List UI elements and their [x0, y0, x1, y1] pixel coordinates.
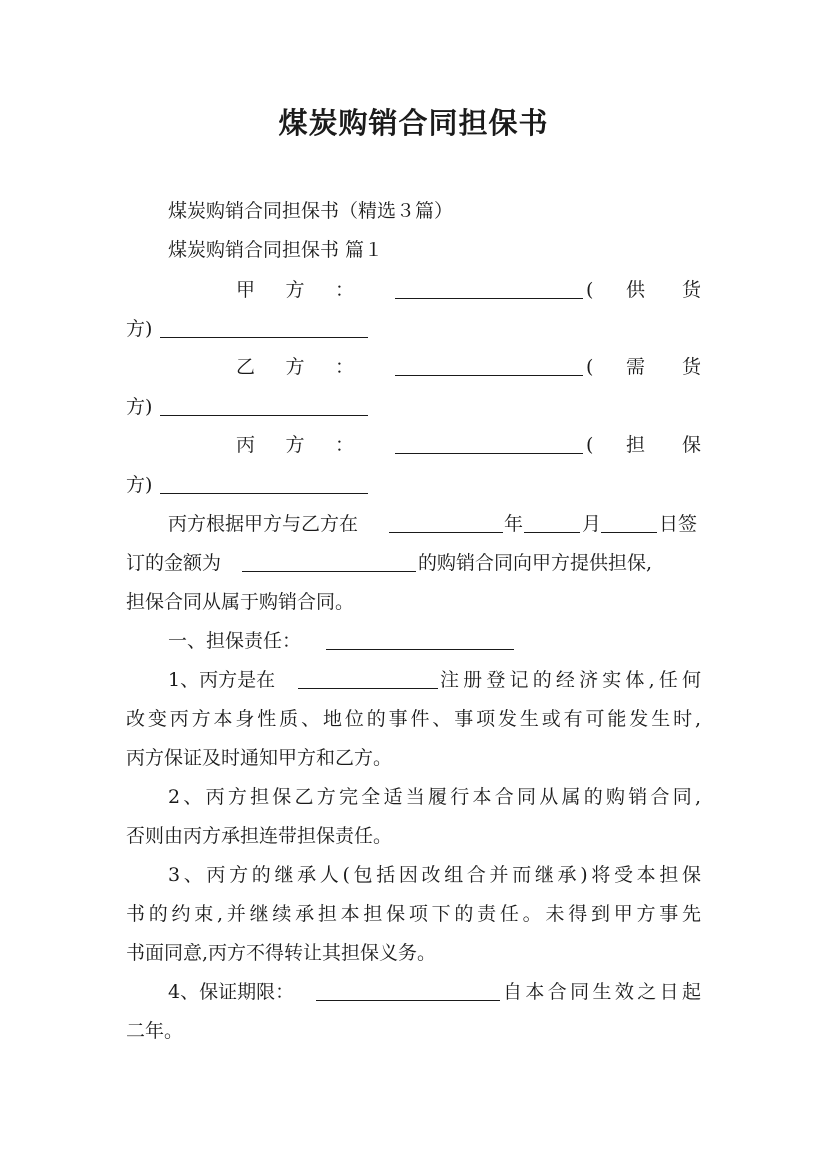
- party-c-label: 丙方：: [236, 434, 354, 456]
- section-heading: 煤炭购销合同担保书 篇１: [168, 239, 384, 261]
- party-c-blank: [395, 453, 583, 454]
- intro-month-label: 月: [582, 513, 602, 535]
- party-c-role-close: 方): [126, 474, 153, 496]
- clause4-text-1a: 4、保证期限：: [168, 981, 295, 1003]
- clause3-text-2: 书的约束,并继续承担本担保项下的责任。未得到甲方事先: [126, 903, 701, 925]
- party-b-role-open: (: [586, 356, 594, 378]
- clause4-text-2: 二年。: [126, 1020, 184, 1042]
- subtitle: 煤炭购销合同担保书（精选３篇）: [168, 200, 454, 222]
- intro-text-3: 担保合同从属于购销合同。: [126, 591, 355, 613]
- intro-day-label: 日签: [659, 513, 698, 535]
- party-c-role: 担保: [626, 434, 701, 456]
- party-c-name-blank: [160, 493, 368, 494]
- clause1-blank: [298, 688, 438, 689]
- intro-day-blank: [601, 532, 657, 533]
- intro-text-2b: 的购销合同向甲方提供担保,: [418, 552, 653, 574]
- party-b-label: 乙方：: [236, 356, 354, 378]
- clause4-blank: [316, 1000, 500, 1001]
- party-b-role-close: 方): [126, 396, 153, 418]
- party-a-blank: [395, 298, 583, 299]
- document-title: 煤炭购销合同担保书: [278, 106, 549, 140]
- party-b-blank: [395, 375, 583, 376]
- intro-year-label: 年: [504, 513, 524, 535]
- party-b-role: 需货: [626, 356, 701, 378]
- section1-blank: [326, 649, 514, 650]
- party-a-role-close: 方): [126, 318, 153, 340]
- party-a-label: 甲方：: [236, 279, 354, 301]
- clause3-text-3: 书面同意,丙方不得转让其担保义务。: [126, 942, 437, 964]
- clause1-text-1a: 1、丙方是在: [168, 669, 276, 691]
- clause1-text-1b: 注册登记的经济实体,任何: [440, 669, 701, 691]
- clause3-text-1: 3、丙方的继承人(包括因改组合并而继承)将受本担保: [168, 864, 701, 886]
- clause4-text-1b: 自本合同生效之日起: [503, 981, 701, 1003]
- section1-label: 一、担保责任：: [168, 630, 302, 652]
- intro-amount-blank: [242, 571, 416, 572]
- clause1-text-3: 丙方保证及时通知甲方和乙方。: [126, 747, 393, 769]
- intro-text-1: 丙方根据甲方与乙方在: [168, 513, 359, 535]
- intro-text-2a: 订的金额为: [126, 552, 222, 574]
- clause1-text-2: 改变丙方本身性质、地位的事件、事项发生或有可能发生时,: [126, 708, 701, 730]
- clause2-text-1: 2、丙方担保乙方完全适当履行本合同从属的购销合同,: [168, 786, 701, 808]
- party-b-name-blank: [160, 415, 368, 416]
- party-a-role: 供货: [626, 279, 701, 301]
- intro-year-blank: [389, 532, 503, 533]
- party-a-role-open: (: [586, 279, 594, 301]
- clause2-text-2: 否则由丙方承担连带担保责任。: [126, 825, 393, 847]
- party-a-name-blank: [160, 337, 368, 338]
- party-c-role-open: (: [586, 434, 594, 456]
- intro-month-blank: [524, 532, 580, 533]
